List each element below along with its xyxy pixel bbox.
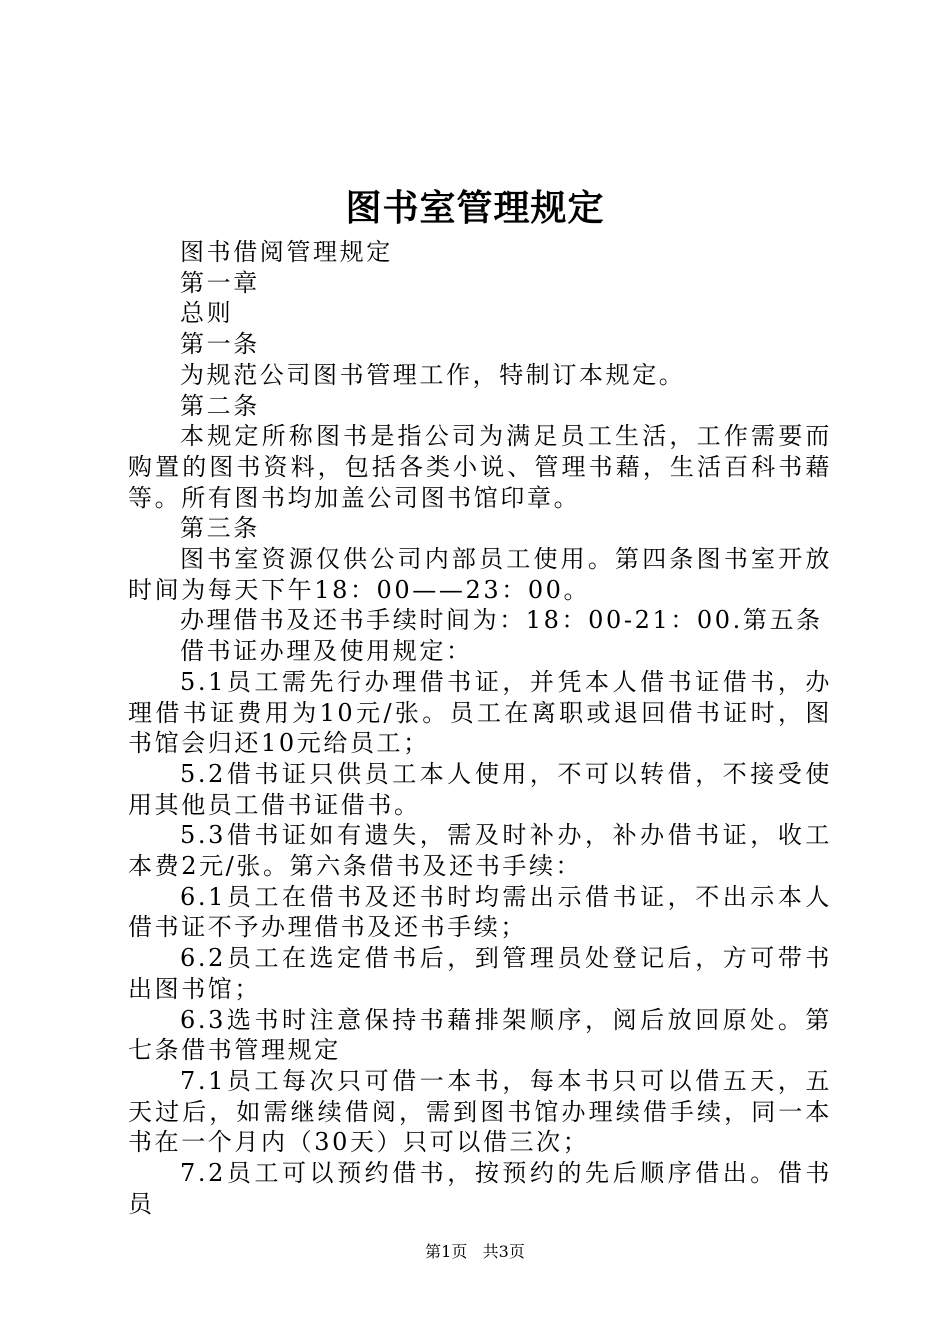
paragraph: 6.2员工在选定借书后，到管理员处登记后，方可带书出图书馆； bbox=[128, 944, 832, 1003]
document-body bbox=[128, 237, 832, 1220]
paragraph: 图书室资源仅供公司内部员工使用。第四条图书室开放时间为每天下午18：00——23：00。 bbox=[128, 545, 832, 604]
page-footer bbox=[0, 1240, 950, 1264]
paragraph: 5.2借书证只供员工本人使用，不可以转借，不接受使用其他员工借书证借书。 bbox=[128, 759, 832, 819]
paragraph: 借书证办理及使用规定： bbox=[180, 637, 473, 666]
paragraph: 5.3借书证如有遗失，需及时补办，补办借书证，收工本费2元/张。第六条借书及还书手续： bbox=[128, 821, 832, 881]
paragraph: 第三条 bbox=[180, 514, 260, 543]
paragraph: 为规范公司图书管理工作，特制订本规定。 bbox=[180, 360, 686, 389]
paragraph: 6.3选书时注意保持书藉排架顺序，阅后放回原处。第七条借书管理规定 bbox=[128, 1005, 832, 1065]
paragraph: 6.1员工在借书及还书时均需出示借书证，不出示本人借书证不予办理借书及还书手续； bbox=[128, 882, 832, 942]
paragraph: 7.1员工每次只可借一本书，每本书只可以借五天，五天过后，如需继续借阅，需到图书馆办理续借手续，同一本书在一个月内（30天）只可以借三次； bbox=[128, 1066, 832, 1157]
page-total: 共3页 bbox=[482, 1242, 525, 1261]
paragraph: 第一章 bbox=[180, 268, 260, 297]
paragraph: 7.2员工可以预约借书，按预约的先后顺序借出。借书员 bbox=[128, 1159, 832, 1218]
paragraph: 图书借阅管理规定 bbox=[180, 238, 393, 266]
page-number: 第1页 bbox=[425, 1242, 468, 1261]
paragraph: 5.1员工需先行办理借书证，并凭本人借书证借书，办理借书证费用为10元/张。员工在离职或退回借书证时，图书馆会归还10元给员工； bbox=[128, 667, 832, 758]
paragraph: 本规定所称图书是指公司为满足员工生活，工作需要而购置的图书资料，包括各类小说、管理书藉，生活百科书藉等。所有图书均加盖公司图书馆印章。 bbox=[128, 422, 832, 512]
paragraph: 总则 bbox=[180, 299, 234, 328]
paragraph: 办理借书及还书手续时间为：18：00-21：00.第五条 bbox=[180, 606, 823, 635]
paragraph: 第二条 bbox=[180, 391, 260, 420]
document-title: 图书室管理规定 bbox=[345, 187, 605, 229]
paragraph: 第一条 bbox=[180, 330, 260, 359]
